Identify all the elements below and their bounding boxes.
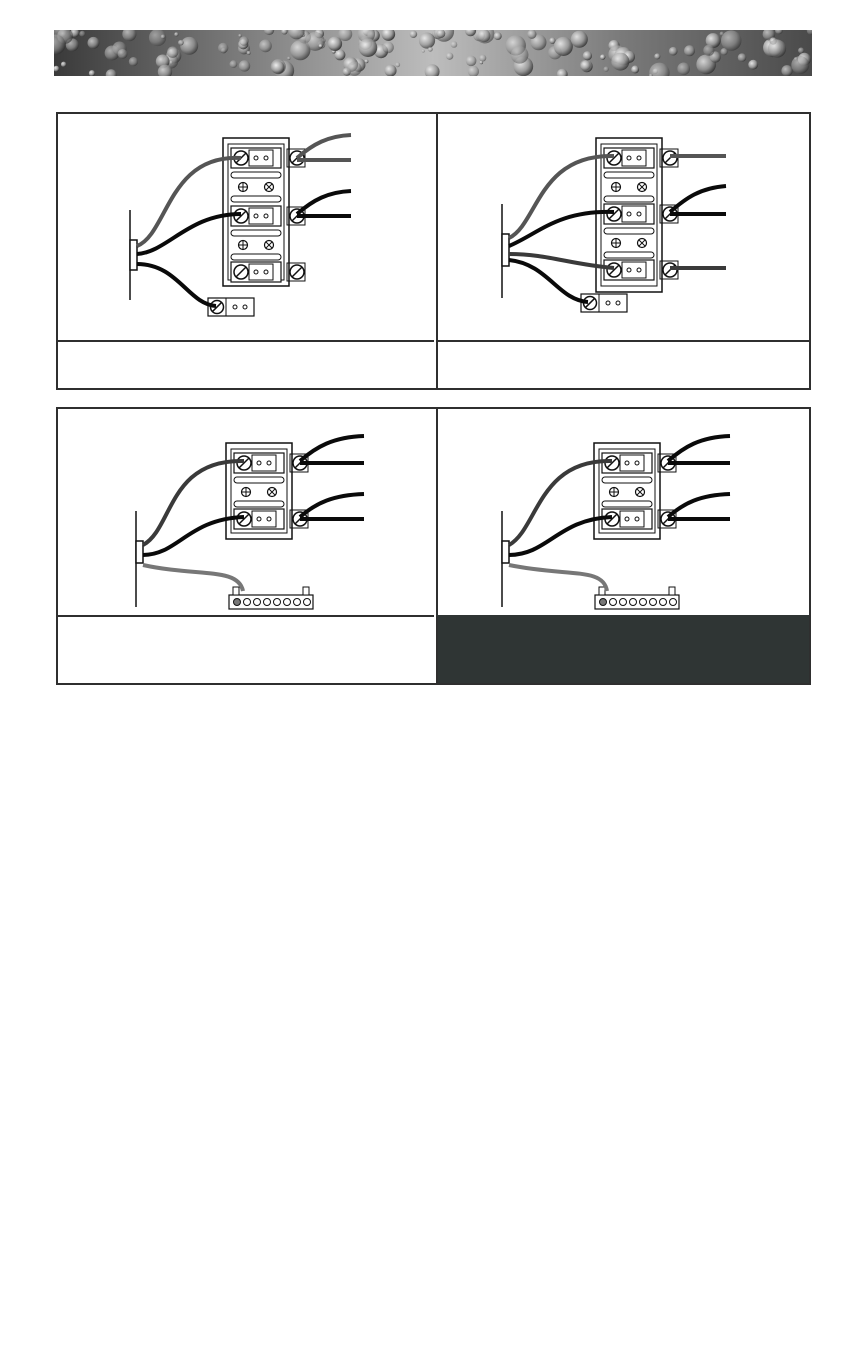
- bubble-mark: [798, 47, 804, 53]
- bubble-mark: [422, 50, 425, 53]
- bubble-mark: [89, 70, 95, 76]
- bubble-mark: [611, 53, 629, 71]
- bubble-mark: [703, 45, 714, 56]
- bubble-mark: [319, 44, 323, 48]
- bubble-mark: [480, 61, 484, 65]
- panel-2-diagram: [436, 114, 809, 340]
- bubble-mark: [328, 37, 342, 51]
- bubble-mark: [604, 67, 609, 72]
- bubble-mark: [446, 53, 453, 60]
- bubble-mark: [88, 37, 100, 49]
- bubble-mark: [631, 66, 639, 74]
- bubble-mark: [180, 37, 198, 55]
- bubble-mark: [669, 47, 678, 56]
- bubble-mark: [583, 51, 592, 60]
- terminal-row: [231, 148, 305, 168]
- bubble-mark: [247, 51, 251, 55]
- terminal-row: [231, 206, 305, 226]
- bubble-mark: [238, 34, 241, 37]
- bubble-mark: [306, 32, 325, 51]
- bubble-mark: [287, 57, 290, 60]
- bubble-mark: [129, 57, 138, 66]
- bubble-mark: [79, 31, 85, 37]
- bubble-mark: [334, 49, 345, 60]
- bubble-mark: [768, 40, 786, 58]
- bubble-mark: [494, 32, 502, 40]
- panel-1-diagram: [58, 114, 434, 340]
- panel-4-diagram: [436, 409, 809, 615]
- bubble-mark: [721, 30, 741, 50]
- bubble-mark: [61, 62, 66, 67]
- panel-3-diagram: [58, 409, 434, 615]
- bubbles-texture-banner-icon: [54, 30, 812, 76]
- bubble-mark: [466, 56, 477, 67]
- panel-3-caption: [58, 615, 434, 683]
- bubble-mark: [428, 47, 433, 52]
- bubble-mark: [479, 55, 486, 62]
- terminal-row: [234, 509, 308, 529]
- terminal-row: [602, 453, 676, 473]
- bubble-mark: [451, 41, 458, 48]
- bubble-mark: [600, 54, 605, 59]
- bubble-mark: [748, 60, 758, 70]
- bubble-mark: [738, 53, 746, 61]
- terminal-row: [234, 453, 308, 473]
- bubble-mark: [230, 60, 238, 68]
- terminal-row: [602, 509, 676, 529]
- diagram-grid-bottom: [56, 407, 811, 685]
- bubble-mark: [395, 62, 400, 67]
- bubble-mark: [654, 53, 660, 59]
- bubble-mark: [174, 32, 178, 36]
- diagram-grid-top: [56, 112, 811, 390]
- bubble-mark: [677, 62, 690, 75]
- bubble-mark: [271, 61, 284, 74]
- bubble-mark: [791, 56, 809, 74]
- panel-1-caption: [58, 340, 434, 388]
- bubble-mark: [554, 37, 573, 56]
- bubble-mark: [419, 32, 435, 48]
- bubble-mark: [218, 43, 228, 53]
- bubble-mark: [410, 30, 418, 38]
- bubble-mark: [781, 65, 792, 76]
- bubble-mark: [178, 40, 184, 46]
- bubble-mark: [382, 42, 393, 53]
- bubble-mark: [684, 45, 695, 56]
- terminal-row: [604, 204, 678, 224]
- terminal-row: [231, 262, 305, 282]
- terminal-row: [604, 260, 678, 280]
- bubble-mark: [365, 59, 369, 63]
- panel-2-caption: [436, 340, 809, 388]
- bubble-mark: [571, 31, 588, 48]
- bubble-mark: [580, 60, 591, 71]
- terminal-row: [604, 148, 678, 168]
- bubble-mark: [167, 47, 178, 58]
- header-banner: [54, 30, 812, 76]
- bubble-mark: [511, 46, 529, 64]
- bubble-mark: [259, 40, 272, 53]
- bubble-mark: [527, 30, 536, 39]
- bubble-mark: [239, 60, 250, 71]
- bubble-mark: [347, 61, 361, 75]
- bubble-mark: [118, 49, 128, 59]
- bubble-mark: [161, 35, 165, 39]
- bubble-mark: [359, 38, 378, 57]
- bubble-mark: [239, 36, 248, 45]
- panel-4-caption: [436, 615, 809, 683]
